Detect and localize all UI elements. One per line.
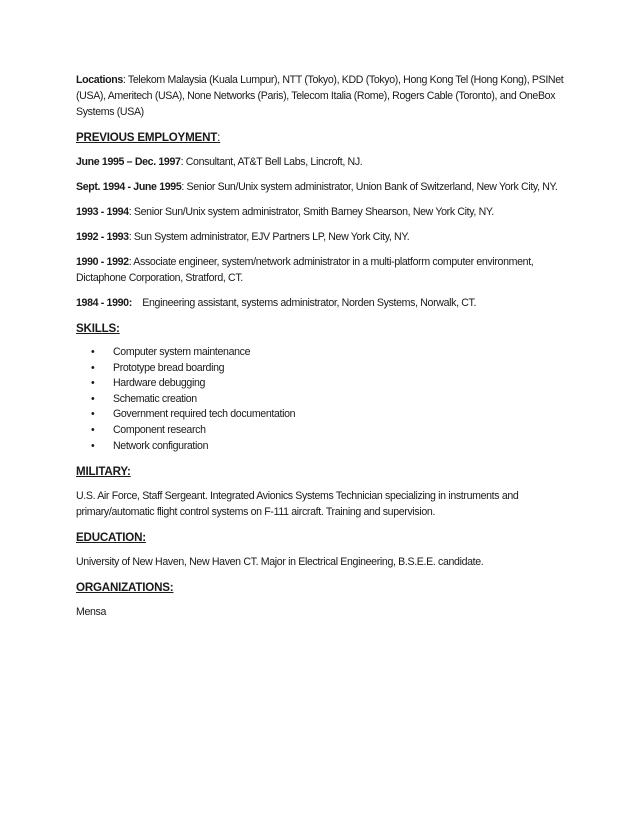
previous-employment-heading-text: PREVIOUS EMPLOYMENT — [76, 131, 218, 144]
employment-dates: 1984 - 1990: — [76, 297, 132, 309]
skill-text: Component research — [113, 423, 206, 436]
skill-text: Computer system maintenance — [113, 346, 251, 358]
bullet-icon: • — [91, 361, 95, 374]
list-item — [76, 392, 566, 408]
employment-dates: 1993 - 1994 — [76, 206, 129, 218]
employment-entry — [76, 204, 566, 220]
skill-text: Prototype bread boarding — [113, 361, 225, 374]
employment-description: : Consultant, AT&T Bell Labs, Lincroft, NJ. — [180, 156, 363, 168]
employment-description: : Sun System administrator, EJV Partners LP, New York City, NY. — [128, 231, 410, 243]
military-heading: MILITARY: — [76, 465, 131, 479]
resume-page — [76, 72, 566, 629]
employment-entry — [76, 229, 566, 245]
military-text: U.S. Air Force, Staff Sergeant. Integrated Avionics Systems Technician specializing in instruments and primary/automatic flight control systems on F-111 aircraft. Training and supervision. — [76, 490, 519, 519]
education-text: University of New Haven, New Haven CT. Major in Electrical Engineering, B.S.E.E. candidate. — [76, 556, 484, 569]
employment-dates: June 1995 – Dec. 1997 — [76, 156, 181, 168]
locations-paragraph — [76, 72, 566, 120]
list-item — [76, 423, 566, 439]
organizations-text: Mensa — [76, 606, 107, 619]
skills-heading: SKILLS: — [76, 322, 120, 335]
employment-entry — [76, 154, 566, 170]
locations-label: Locations — [76, 74, 123, 86]
employment-entry — [76, 254, 566, 286]
list-item — [76, 361, 566, 377]
employment-dates: Sept. 1994 - June 1995 — [76, 181, 182, 193]
locations-text: : Telekom Malaysia (Kuala Lumpur), NTT (Tokyo), KDD (Tokyo), Hong Kong Tel (Hong Kong), PSINet (USA), Ameritech (USA), None Networks (Paris), Telecom Italia (Rome), Rogers Cable (Toronto), and OneBox Systems (USA) — [76, 74, 564, 118]
employment-description: Engineering assistant, systems administrator, Norden Systems, Norwalk, CT. — [131, 297, 477, 309]
education-heading: EDUCATION: — [76, 531, 146, 545]
organizations-heading: ORGANIZATIONS: — [76, 581, 174, 595]
employment-description: : Senior Sun/Unix system administrator, Smith Barney Shearson, New York City, NY. — [128, 206, 494, 218]
previous-employment-heading-colon: : — [217, 131, 221, 144]
skill-text: Schematic creation — [113, 392, 197, 405]
list-item — [76, 345, 566, 361]
employment-description: : Associate engineer, system/network administrator in a multi-platform computer environment, Dictaphone Corporation, Stratford, CT. — [76, 256, 534, 284]
bullet-icon: • — [91, 346, 95, 358]
skills-list — [76, 345, 566, 454]
bullet-icon: • — [91, 423, 95, 436]
employment-entry — [76, 295, 566, 311]
list-item — [76, 407, 566, 423]
bullet-icon: • — [91, 377, 95, 390]
skill-text: Hardware debugging — [113, 377, 206, 390]
employment-description: : Senior Sun/Unix system administrator, Union Bank of Switzerland, New York City, NY. — [181, 181, 558, 193]
list-item — [76, 439, 566, 455]
bullet-icon: • — [91, 392, 95, 405]
list-item — [76, 376, 566, 392]
employment-dates: 1992 - 1993 — [76, 231, 129, 243]
previous-employment-heading — [76, 129, 566, 146]
bullet-icon: • — [91, 439, 95, 452]
skill-text: Government required tech documentation — [113, 408, 296, 421]
employment-dates: 1990 - 1992 — [76, 256, 129, 268]
bullet-icon: • — [91, 408, 95, 421]
employment-entry — [76, 179, 566, 195]
skill-text: Network configuration — [113, 439, 209, 452]
